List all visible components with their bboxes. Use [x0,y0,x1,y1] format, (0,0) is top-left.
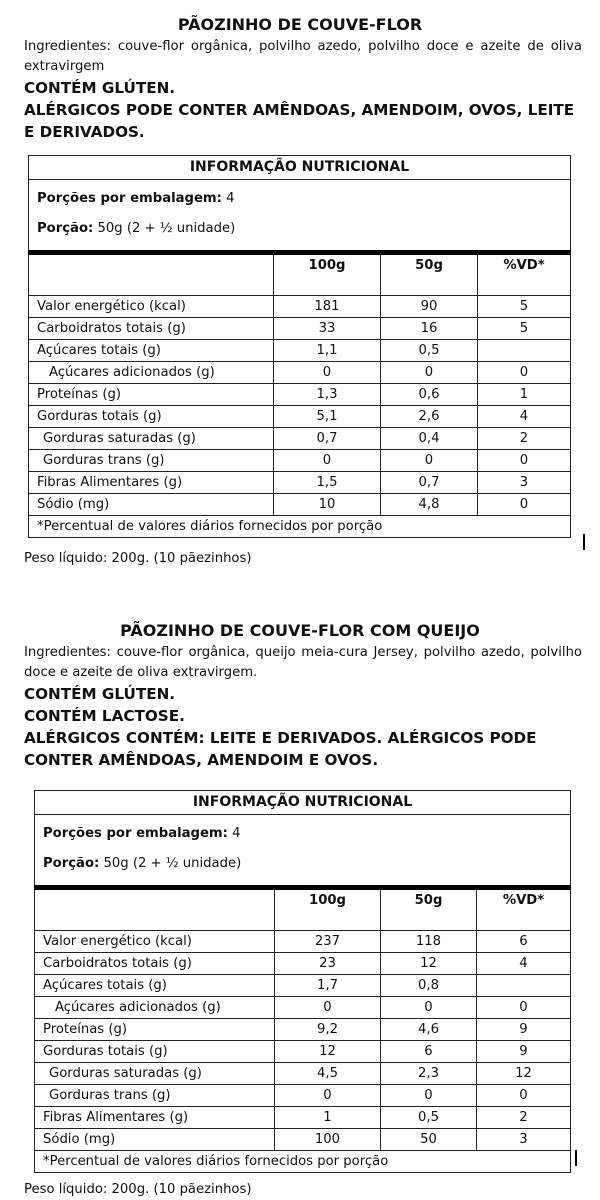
table-row: Fibras Alimentares (g) 1 0,5 2 [35,1107,571,1129]
allergen-warning: ALÉRGICOS PODE CONTER AMÊNDOAS, AMENDOIM, OVOS, LEITE E DERIVADOS. [24,101,575,141]
ingredients-text: Ingredientes: couve-flor orgânica, queijo meia-cura Jersey, polvilho azedo, polvilho doce e azeite de oliva extravirgem. [24,645,582,680]
header-vd: %VD* [477,888,571,931]
text-cursor-mark [583,534,585,550]
portion-size: Porção: 50g (2 + ½ unidade) [43,856,242,871]
portion-info [35,815,571,888]
table-row: Proteínas (g) 9,2 4,6 9 [35,1019,571,1041]
gluten-warning: CONTÉM GLÚTEN. [24,79,176,97]
table-row: Açúcares totais (g) 1,1 0,5 [29,340,571,362]
product-title: PÃOZINHO DE COUVE-FLOR COM QUEIJO [120,621,480,640]
nutrition-table [34,790,571,1173]
table-footnote: *Percentual de valores diários fornecidos por porção [35,1151,571,1173]
table-row: Açúcares adicionados (g) 0 0 0 [35,997,571,1019]
portion-info [29,180,571,253]
table-row: Carboidratos totais (g) 23 12 4 [35,953,571,975]
gluten-warning: CONTÉM GLÚTEN. [24,685,176,703]
allergen-warning: ALÉRGICOS CONTÉM: LEITE E DERIVADOS. ALÉRGICOS PODE CONTER AMÊNDOAS, AMENDOIM E OVOS. [24,729,537,769]
table-row: Proteínas (g) 1,3 0,6 1 [29,384,571,406]
table-row: Gorduras totais (g) 12 6 9 [35,1041,571,1063]
net-weight: Peso líquido: 200g. (10 pãezinhos) [24,551,252,566]
table-row: Gorduras trans (g) 0 0 0 [35,1085,571,1107]
table-row: Gorduras saturadas (g) 0,7 0,4 2 [29,428,571,450]
header-nutrient [35,888,275,931]
lactose-warning: CONTÉM LACTOSE. [24,707,185,725]
table-row: Gorduras saturadas (g) 4,5 2,3 12 [35,1063,571,1085]
table-row: Valor energético (kcal) 181 90 5 [29,296,571,318]
table-footnote: *Percentual de valores diários fornecidos por porção [29,516,571,538]
nutrition-table-title: INFORMAÇÃO NUTRICIONAL [29,156,571,180]
header-100g: 100g [275,888,381,931]
header-100g: 100g [274,253,381,296]
nutrition-table [28,155,571,538]
header-50g: 50g [381,253,478,296]
portion-size: Porção: 50g (2 + ½ unidade) [37,221,236,236]
table-row: Açúcares totais (g) 1,7 0,8 [35,975,571,997]
table-row: Açúcares adicionados (g) 0 0 0 [29,362,571,384]
product-section-couve-flor [0,14,600,566]
net-weight: Peso líquido: 200g. (10 pãezinhos) [24,1182,252,1197]
ingredients-text: Ingredientes: couve-flor orgânica, polvilho azedo, polvilho doce e azeite de oliva extravirgem [24,39,582,74]
servings-per-package: Porções por embalagem: 4 [43,826,241,841]
table-row: Gorduras totais (g) 5,1 2,6 4 [29,406,571,428]
text-cursor-mark [575,1150,577,1166]
table-row: Gorduras trans (g) 0 0 0 [29,450,571,472]
table-header-row [29,253,571,296]
table-row: Valor energético (kcal) 237 118 6 [35,931,571,953]
header-50g: 50g [381,888,477,931]
nutrition-table-title: INFORMAÇÃO NUTRICIONAL [35,791,571,815]
header-nutrient [29,253,274,296]
product-section-couve-flor-queijo [0,620,600,1197]
product-title: PÃOZINHO DE COUVE-FLOR [177,15,423,34]
header-vd: %VD* [478,253,571,296]
table-row: Carboidratos totais (g) 33 16 5 [29,318,571,340]
table-header-row [35,888,571,931]
table-row: Sódio (mg) 100 50 3 [35,1129,571,1151]
table-row: Sódio (mg) 10 4,8 0 [29,494,571,516]
table-row: Fibras Alimentares (g) 1,5 0,7 3 [29,472,571,494]
servings-per-package: Porções por embalagem: 4 [37,191,235,206]
